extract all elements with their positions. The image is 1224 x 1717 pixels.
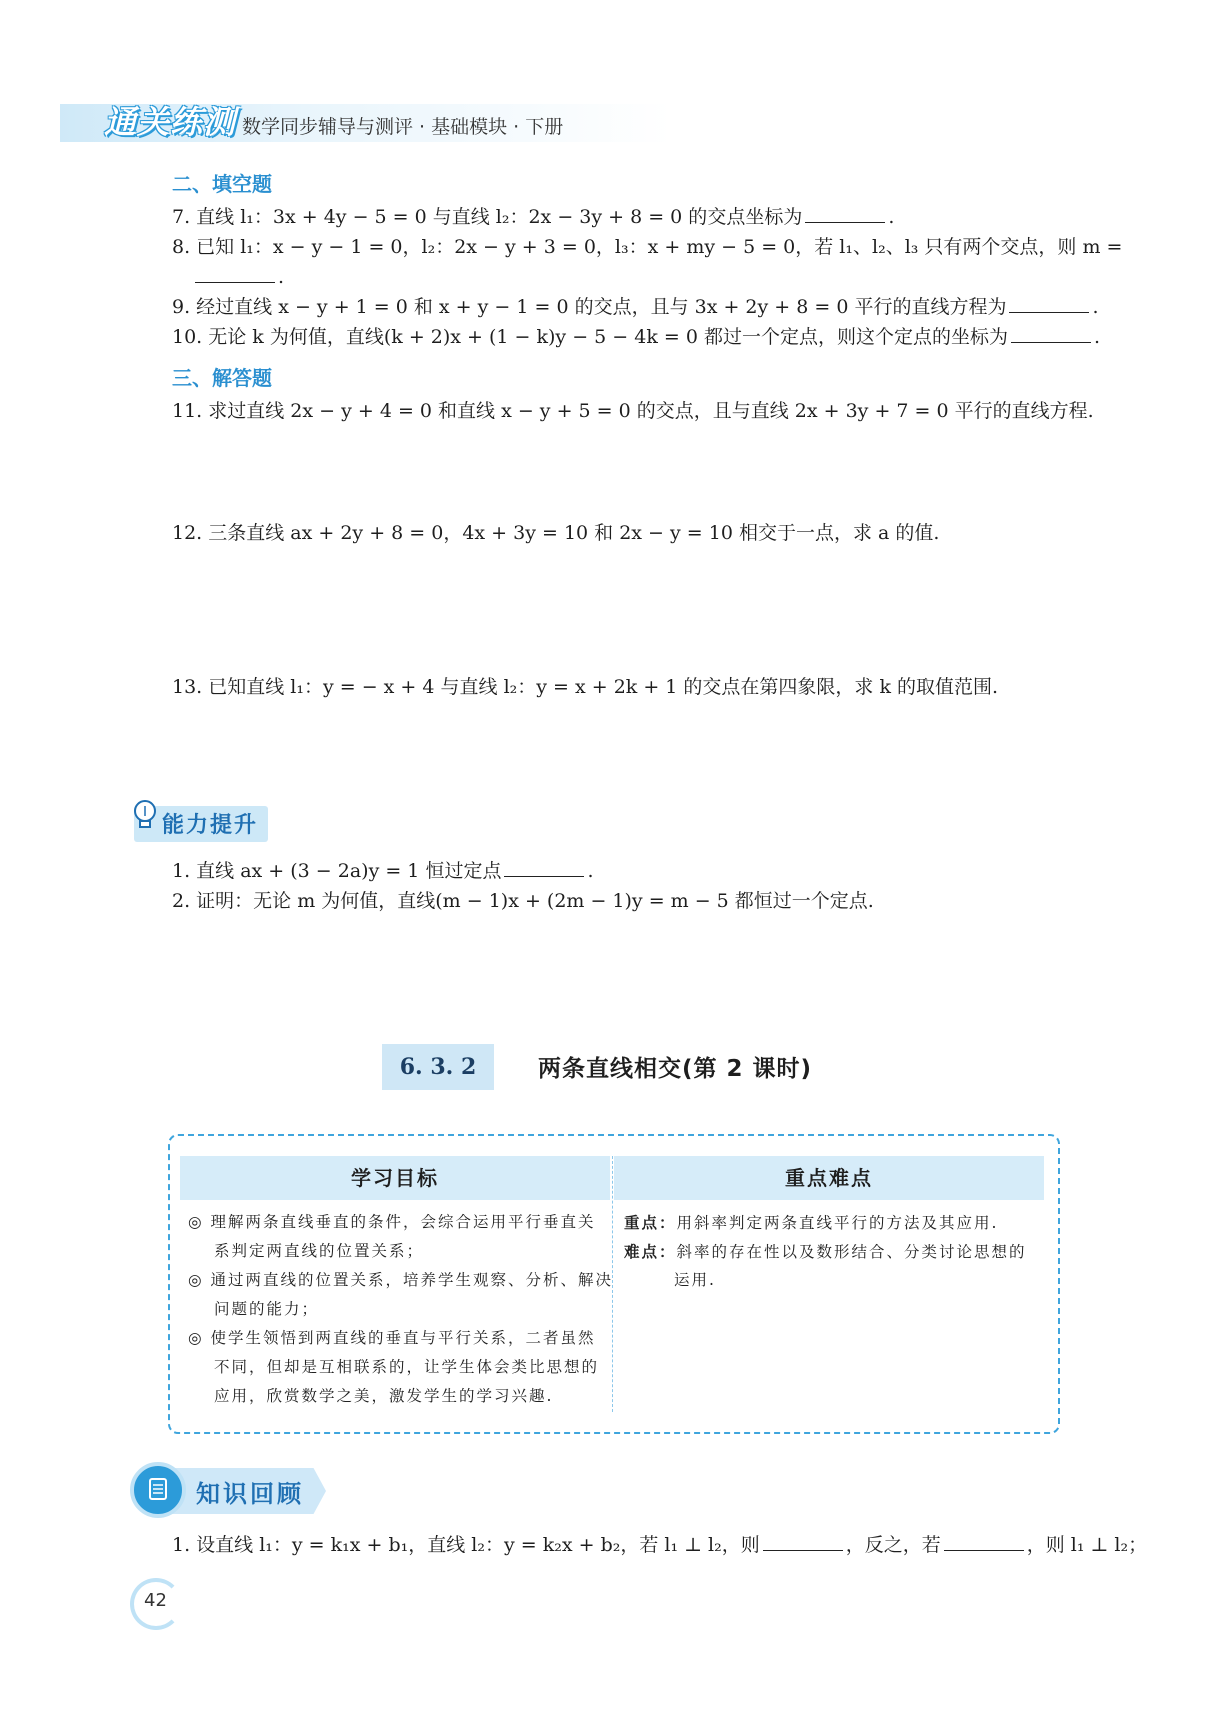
ability-question-1-text: 1. 直线 ax + (3 − 2a)y = 1 恒过定点 (172, 860, 502, 882)
answer-blank[interactable] (805, 204, 885, 223)
question-9 (172, 292, 1099, 322)
header-subtitle: 数学同步辅导与测评 · 基础模块 · 下册 (242, 116, 564, 138)
question-7-end: . (888, 206, 895, 228)
answer-blank[interactable] (504, 858, 584, 877)
answer-blank[interactable] (1009, 294, 1089, 313)
answer-blank[interactable] (1011, 324, 1091, 343)
goals-header-right (614, 1156, 1044, 1200)
key-point-text: 用斜率判定两条直线平行的方法及其应用. (676, 1214, 999, 1232)
question-10-text: 10. 无论 k 为何值，直线(k + 2)x + (1 − k)y − 5 − 4k = 0 都过一个定点，则这个定点的坐标为 (172, 326, 1008, 348)
goal-line: 问题的能力； (214, 1300, 320, 1318)
notepad-icon (134, 1466, 182, 1514)
review-question-1 (172, 1530, 1147, 1560)
question-9-end: . (1092, 296, 1099, 318)
goal-line: 应用，欣赏数学之美，激发学生的学习兴趣. (214, 1387, 554, 1405)
review-question-1-part-c: ，则 l₁ ⊥ l₂； (1026, 1534, 1148, 1556)
question-8-cont (192, 262, 284, 292)
ability-question-1-end: . (587, 860, 594, 882)
page-number: 42 (144, 1590, 167, 1611)
question-10 (172, 322, 1100, 352)
question-11: 11. 求过直线 2x − y + 4 = 0 和直线 x − y + 5 = 0 的交点，且与直线 2x + 3y + 7 = 0 平行的直线方程. (172, 400, 1094, 422)
question-7-text: 7. 直线 l₁：3x + 4y − 5 = 0 与直线 l₂：2x − 3y + 8 = 0 的交点坐标为 (172, 206, 803, 228)
question-8-end: . (278, 266, 285, 288)
question-9-text: 9. 经过直线 x − y + 1 = 0 和 x + y − 1 = 0 的交点，且与 3x + 2y + 8 = 0 平行的直线方程为 (172, 296, 1007, 318)
ability-title: 能力提升 (162, 813, 259, 838)
section-solve-title: 三、解答题 (172, 366, 272, 390)
goals-header-left (180, 1156, 610, 1200)
goal-line: ◎ 理解两条直线垂直的条件，会综合运用平行垂直关 (188, 1213, 596, 1231)
question-13: 13. 已知直线 l₁：y = − x + 4 与直线 l₂：y = x + 2k + 1 的交点在第四象限，求 k 的取值范围. (172, 676, 999, 698)
section-fill-blank-title: 二、填空题 (172, 172, 272, 196)
answer-blank[interactable] (763, 1532, 843, 1551)
question-10-end: . (1093, 326, 1101, 348)
difficulty-text: 斜率的存在性以及数形结合、分类讨论思想的 (676, 1243, 1027, 1261)
question-7 (172, 202, 894, 232)
key-point-label: 重点： (624, 1213, 677, 1232)
question-8-text: 8. 已知 l₁：x − y − 1 = 0，l₂：2x − y + 3 = 0，l₃：x + my − 5 = 0，若 l₁、l₂、l₃ 只有两个交点，则 m = (172, 236, 1123, 258)
goal-line: 系判定两直线的位置关系； (214, 1242, 425, 1260)
goal-line: 不同，但却是互相联系的，让学生体会类比思想的 (214, 1358, 600, 1376)
difficulty-cont: 运用. (674, 1271, 716, 1289)
lightbulb-icon (130, 798, 160, 832)
review-question-1-part-b: ，反之，若 (845, 1534, 941, 1556)
key-point (624, 1208, 998, 1238)
lesson-number: 6. 3. 2 (399, 1054, 477, 1080)
ability-question-1 (172, 856, 594, 886)
key-points-header: 重点难点 (785, 1166, 873, 1190)
answer-blank[interactable] (944, 1532, 1024, 1551)
header-logo: 通关练测 (104, 103, 237, 141)
difficulty-label: 难点： (624, 1242, 677, 1261)
answer-blank[interactable] (195, 264, 275, 283)
review-question-1-part-a: 1. 设直线 l₁：y = k₁x + b₁，直线 l₂：y = k₂x + b₂，若 l₁ ⊥ l₂，则 (172, 1534, 760, 1556)
question-12: 12. 三条直线 ax + 2y + 8 = 0，4x + 3y = 10 和 2x − y = 10 相交于一点，求 a 的值. (172, 522, 940, 544)
review-title: 知识回顾 (196, 1480, 304, 1508)
ability-question-2: 2. 证明：无论 m 为何值，直线(m − 1)x + (2m − 1)y = m − 5 都恒过一个定点. (172, 890, 874, 912)
question-8 (172, 232, 1122, 262)
goal-line: ◎ 通过两直线的位置关系，培养学生观察、分析、解决 (188, 1271, 613, 1289)
goal-line: ◎ 使学生领悟到两直线的垂直与平行关系，二者虽然 (188, 1329, 596, 1347)
difficulty (624, 1237, 1027, 1267)
review-badge-circle (130, 1462, 186, 1518)
learning-goals-header: 学习目标 (351, 1166, 439, 1190)
lesson-title: 两条直线相交(第 2 课时) (538, 1056, 813, 1082)
